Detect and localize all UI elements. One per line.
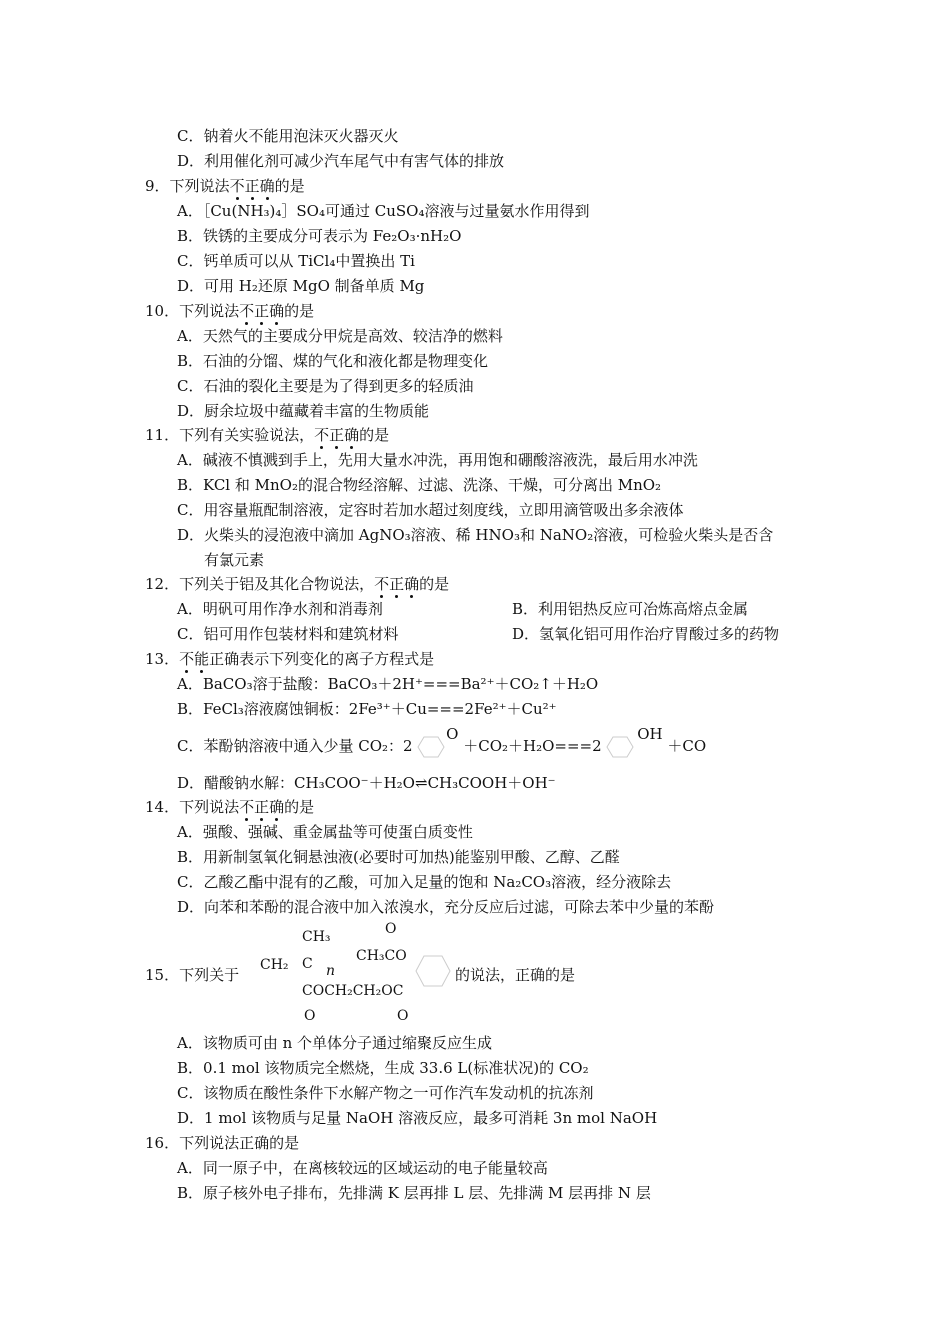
question-number: 12．: [145, 575, 180, 593]
equilibrium-arrow-icon: ⇌: [414, 774, 428, 792]
q15-option-b: B．0.1 mol 该物质完全燃烧，生成 33.6 L(标准状况)的 CO₂: [177, 1059, 589, 1077]
emphasis-char: 不: [179, 650, 195, 668]
option-text: CH₃COOH＋OH⁻: [427, 774, 556, 792]
emphasis-char: 不: [314, 426, 330, 444]
option-text: C．苯酚钠溶液中通入少量 CO₂：2: [177, 737, 413, 755]
q15-option-d: D．1 mol 该物质与足量 NaOH 溶液反应，最多可消耗 3n mol NaOH: [177, 1109, 658, 1127]
emphasis-char: 不: [229, 177, 245, 195]
q14-option-c: C．乙酸乙酯中混有的乙酸，可加入足量的饱和 Na₂CO₃溶液，经分液除去: [177, 873, 672, 891]
question-number: 9．: [145, 177, 170, 195]
q15-option-c: C．该物质在酸性条件下水解产物之一可作汽车发动机的抗冻剂: [177, 1084, 594, 1102]
q10-option-b: B．石油的分馏、煤的气化和液化都是物理变化: [177, 352, 489, 370]
q13-option-b: B．FeCl₃溶液腐蚀铜板：2Fe³⁺＋Cu===2Fe²⁺＋Cu²⁺: [177, 700, 557, 718]
q14-option-b: B．用新制氢氧化铜悬浊液(必要时可加热)能鉴别甲酸、乙醇、乙醛: [177, 848, 620, 866]
stem-text: 下列说法: [179, 798, 240, 816]
q12-option-d: D．氢氧化铝可用作治疗胃酸过多的药物: [512, 625, 780, 643]
emphasis-char: 确: [259, 177, 275, 195]
stem-text: 下列有关实验说法，: [179, 426, 315, 444]
q9-option-d: D．可用 H₂还原 MgO 制备单质 Mg: [177, 277, 425, 295]
formula-ch3co: CH₃CO: [356, 948, 407, 964]
q9-option-a: A．［Cu(NH₃)₄］SO₄可通过 CuSO₄溶液与过量氨水作用得到: [177, 202, 590, 220]
q16-option-a: A．同一原子中，在离核较远的区域运动的电子能量较高: [177, 1159, 548, 1177]
q8-option-c: C．钠着火不能用泡沫灭火器灭火: [177, 127, 399, 145]
q14-option-a: A．强酸、强碱、重金属盐等可使蛋白质变性: [177, 823, 473, 841]
q15-stem-start: [145, 965, 239, 985]
q8-option-d: D．利用催化剂可减少汽车尾气中有害气体的排放: [177, 152, 505, 170]
q16-option-b: B．原子核外电子排布，先排满 K 层再排 L 层、先排满 M 层再排 N 层: [177, 1184, 651, 1202]
q14-option-d: D．向苯和苯酚的混合液中加入浓溴水，充分反应后过滤，可除去苯中少量的苯酚: [177, 898, 715, 916]
emphasis-char: 不: [374, 575, 390, 593]
stem-text: 的是: [274, 177, 305, 195]
formula-o-bottom-left: O: [304, 1008, 316, 1024]
q11-option-b: B．KCl 和 MnO₂的混合物经溶解、过滤、洗涤、干燥，可分离出 MnO₂: [177, 476, 662, 494]
emphasis-char: 不: [239, 302, 255, 320]
phenol-oh: OH: [637, 725, 663, 743]
phenoxide-o: O: [446, 725, 459, 743]
emphasis-char: 确: [404, 575, 420, 593]
formula-ch3: CH₃: [302, 929, 331, 945]
stem-text: 的是: [359, 426, 390, 444]
q11-option-c: C．用容量瓶配制溶液，定容时若加水超过刻度线，立即用滴管吸出多余液体: [177, 501, 684, 519]
q12-option-b: B．利用铝热反应可冶炼高熔点金属: [512, 600, 749, 618]
q11-option-d-cont: 有氯元素: [204, 551, 265, 569]
q9-option-c: C．钙单质可以从 TiCl₄中置换出 Ti: [177, 252, 415, 270]
question-number: 14．: [145, 798, 180, 816]
formula-n: n: [326, 963, 336, 979]
q13-stem: [145, 649, 434, 669]
stem-text: 下列关于铝及其化合物说法，: [179, 575, 375, 593]
formula-c: C: [302, 956, 313, 972]
question-number: 16．: [145, 1134, 180, 1152]
stem-text: 的是: [284, 798, 315, 816]
emphasis-char: 正: [254, 302, 270, 320]
option-text: D．醋酸钠水解：CH₃COO⁻＋H₂O: [177, 774, 415, 792]
emphasis-char: 正: [244, 177, 260, 195]
formula-o-bottom-right: O: [397, 1008, 409, 1024]
question-number: 11．: [145, 426, 180, 444]
q14-stem: [145, 797, 314, 817]
q10-stem: [145, 301, 314, 321]
q11-option-d: D．火柴头的浸泡液中滴加 AgNO₃溶液、稀 HNO₃和 NaNO₂溶液，可检验火柴头是否含: [177, 526, 774, 544]
emphasis-char: 能: [194, 650, 210, 668]
stem-text: 的是: [419, 575, 450, 593]
emphasis-char: 确: [269, 302, 285, 320]
stem-text: 正确表示下列变化的离子方程式是: [209, 650, 435, 668]
emphasis-char: 正: [389, 575, 405, 593]
stem-text: 下列说法正确的是: [179, 1134, 300, 1152]
q11-option-a: A．碱液不慎溅到手上，先用大量水冲洗，再用饱和硼酸溶液洗，最后用水冲洗: [177, 451, 698, 469]
q13-option-c: [177, 725, 707, 759]
q13-option-d: [177, 773, 556, 793]
emphasis-char: 确: [269, 798, 285, 816]
emphasis-char: 正: [329, 426, 345, 444]
formula-o-top: O: [385, 921, 397, 937]
emphasis-char: 确: [344, 426, 360, 444]
q11-stem: [145, 425, 389, 445]
q15-stem-end: 的说法，正确的是: [455, 966, 576, 984]
emphasis-char: 不: [239, 798, 255, 816]
q13-option-a: A．BaCO₃溶于盐酸：BaCO₃＋2H⁺===Ba²⁺＋CO₂↑＋H₂O: [177, 675, 599, 693]
option-text: ＋CO: [667, 737, 707, 755]
q10-option-d: D．厨余垃圾中蕴藏着丰富的生物质能: [177, 402, 430, 420]
benzene-ring-icon: [606, 735, 634, 759]
question-number: 15．: [145, 966, 180, 984]
q12-option-c: C．铝可用作包装材料和建筑材料: [177, 625, 399, 643]
question-number: 13．: [145, 650, 180, 668]
stem-text: 下列关于: [179, 966, 240, 984]
emphasis-char: 正: [254, 798, 270, 816]
q12-stem: [145, 574, 449, 594]
q9-stem: [145, 176, 305, 196]
formula-chain: COCH₂CH₂OC: [302, 983, 404, 999]
stem-text: 下列说法: [179, 302, 240, 320]
stem-text: 下列说法: [169, 177, 230, 195]
benzene-ring-icon: [415, 954, 451, 988]
stem-text: 的是: [284, 302, 315, 320]
q9-option-b: B．铁锈的主要成分可表示为 Fe₂O₃·nH₂O: [177, 227, 462, 245]
q15-option-a: A．该物质可由 n 个单体分子通过缩聚反应生成: [177, 1034, 493, 1052]
q10-option-a: A．天然气的主要成分甲烷是高效、较洁净的燃料: [177, 327, 503, 345]
question-number: 10．: [145, 302, 180, 320]
formula-ch2: CH₂: [260, 957, 289, 973]
q16-stem: [145, 1133, 299, 1153]
option-text: ＋CO₂＋H₂O===2: [463, 737, 602, 755]
q12-option-a: A．明矾可用作净水剂和消毒剂: [177, 600, 383, 618]
benzene-ring-icon: [417, 735, 445, 759]
q10-option-c: C．石油的裂化主要是为了得到更多的轻质油: [177, 377, 474, 395]
